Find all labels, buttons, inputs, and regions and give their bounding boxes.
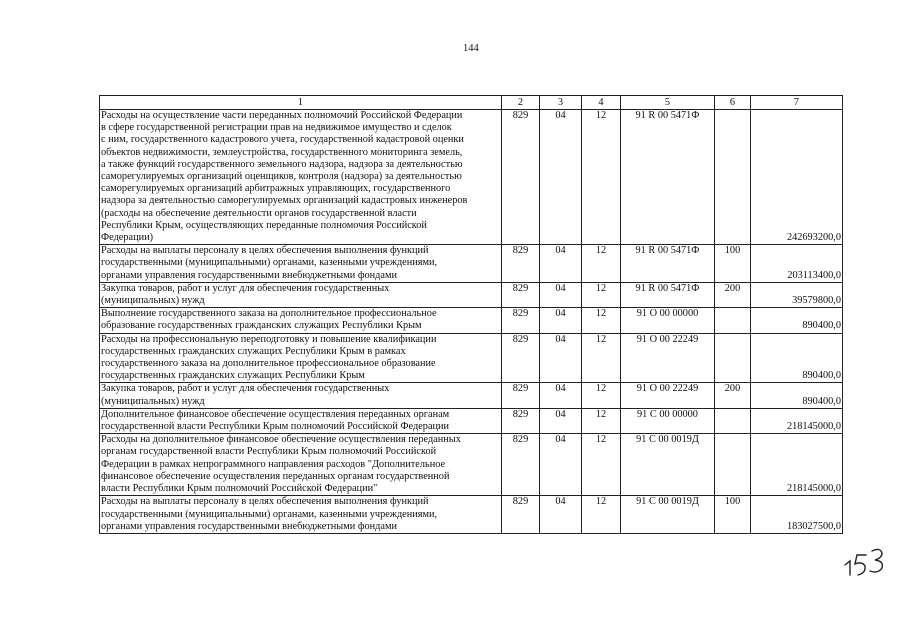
row-description: Расходы на дополнительное финансовое обеспечение осуществления переданных органам государственной власти Республики Крым полномочий Российской Федерации в рамках непрограммного направления расходов "Дополнительное финансовое обеспечение осуществления переданных органам государственной власти Республики Крым полномочий Российской Федерации" [100, 434, 502, 496]
row-description: Дополнительное финансовое обеспечение осуществления переданных органам государственной власти Республики Крым полномочий Российской Федерации [100, 408, 502, 433]
cell-ministry-code: 829 [502, 496, 540, 534]
cell-target-article-code: 91 С 00 0019Д [621, 434, 715, 496]
cell-target-article-code: 91 С 00 00000 [621, 408, 715, 433]
cell-expense-type-code [715, 333, 751, 383]
cell-ministry-code: 829 [502, 408, 540, 433]
cell-subsection-code: 12 [582, 383, 621, 408]
cell-amount: 890400,0 [751, 308, 843, 333]
cell-subsection-code: 12 [582, 245, 621, 283]
table-row [100, 408, 843, 433]
cell-section-code: 04 [540, 408, 582, 433]
table-header-row [100, 96, 843, 110]
cell-expense-type-code: 100 [715, 496, 751, 534]
cell-section-code: 04 [540, 496, 582, 534]
cell-amount: 203113400,0 [751, 245, 843, 283]
cell-subsection-code: 12 [582, 282, 621, 307]
cell-amount: 242693200,0 [751, 110, 843, 245]
cell-ministry-code: 829 [502, 383, 540, 408]
cell-section-code: 04 [540, 308, 582, 333]
row-description: Расходы на выплаты персоналу в целях обеспечения выполнения функций государственными (муниципальными) органами, казенными учреждениями, органами управления государственными внебюджетными фондами [100, 496, 502, 534]
cell-target-article-code: 91 О 00 22249 [621, 333, 715, 383]
cell-expense-type-code: 100 [715, 245, 751, 283]
row-description: Закупка товаров, работ и услуг для обеспечения государственных (муниципальных) нужд [100, 282, 502, 307]
column-header: 3 [540, 96, 582, 110]
cell-section-code: 04 [540, 333, 582, 383]
cell-target-article-code: 91 R 00 5471Ф [621, 245, 715, 283]
cell-section-code: 04 [540, 383, 582, 408]
cell-expense-type-code: 200 [715, 282, 751, 307]
cell-expense-type-code [715, 110, 751, 245]
cell-target-article-code: 91 О 00 22249 [621, 383, 715, 408]
cell-amount: 183027500,0 [751, 496, 843, 534]
cell-subsection-code: 12 [582, 110, 621, 245]
row-description: Расходы на осуществление части переданных полномочий Российской Федерации в сфере государственной регистрации прав на недвижимое имущество и сделок с ним, государственного кадастрового учета, государственной кадастровой оценки объектов недвижимости, землеустройства, государственного мониторинга земель, а также функций государственного земельного надзора, надзора за деятельностью саморегулируемых организаций оценщиков, контроля (надзора) за деятельностью саморегулируемых организаций арбитражных управляющих, государственного надзора за деятельностью саморегулируемых организаций кадастровых инженеров (расходы на обеспечение деятельности органов государственной власти Республики Крым, осуществляющих переданные полномочия Российской Федерации) [100, 110, 502, 245]
cell-ministry-code: 829 [502, 110, 540, 245]
cell-expense-type-code [715, 434, 751, 496]
table-row [100, 434, 843, 496]
table-row [100, 383, 843, 408]
cell-amount: 218145000,0 [751, 434, 843, 496]
table-row [100, 110, 843, 245]
table-row [100, 496, 843, 534]
row-description: Расходы на выплаты персоналу в целях обеспечения выполнения функций государственными (муниципальными) органами, казенными учреждениями, органами управления государственными внебюджетными фондами [100, 245, 502, 283]
table-row [100, 282, 843, 307]
cell-target-article-code: 91 С 00 0019Д [621, 496, 715, 534]
cell-subsection-code: 12 [582, 333, 621, 383]
cell-amount: 890400,0 [751, 333, 843, 383]
cell-target-article-code: 91 R 00 5471Ф [621, 110, 715, 245]
cell-ministry-code: 829 [502, 333, 540, 383]
column-header: 5 [621, 96, 715, 110]
cell-ministry-code: 829 [502, 308, 540, 333]
cell-target-article-code: 91 О 00 00000 [621, 308, 715, 333]
table-row [100, 333, 843, 383]
cell-subsection-code: 12 [582, 496, 621, 534]
cell-amount: 218145000,0 [751, 408, 843, 433]
row-description: Закупка товаров, работ и услуг для обеспечения государственных (муниципальных) нужд [100, 383, 502, 408]
cell-expense-type-code [715, 408, 751, 433]
cell-expense-type-code [715, 308, 751, 333]
cell-section-code: 04 [540, 434, 582, 496]
column-header: 4 [582, 96, 621, 110]
cell-ministry-code: 829 [502, 282, 540, 307]
cell-subsection-code: 12 [582, 308, 621, 333]
cell-amount: 39579800,0 [751, 282, 843, 307]
cell-subsection-code: 12 [582, 434, 621, 496]
column-header: 7 [751, 96, 843, 110]
table-row [100, 245, 843, 283]
cell-amount: 890400,0 [751, 383, 843, 408]
column-header: 1 [100, 96, 502, 110]
column-header: 2 [502, 96, 540, 110]
row-description: Выполнение государственного заказа на дополнительное профессиональное образование государственных гражданских служащих Республики Крым [100, 308, 502, 333]
table-row [100, 308, 843, 333]
cell-subsection-code: 12 [582, 408, 621, 433]
handwritten-page-number [842, 543, 886, 577]
cell-expense-type-code: 200 [715, 383, 751, 408]
budget-table [99, 95, 843, 534]
cell-section-code: 04 [540, 282, 582, 307]
row-description: Расходы на профессиональную переподготовку и повышение квалификации государственных гражданских служащих Республики Крым в рамках государственного заказа на дополнительное профессиональное образование государственных гражданских служащих Республики Крым [100, 333, 502, 383]
cell-section-code: 04 [540, 245, 582, 283]
page-number: 144 [463, 43, 479, 54]
cell-ministry-code: 829 [502, 245, 540, 283]
cell-target-article-code: 91 R 00 5471Ф [621, 282, 715, 307]
cell-section-code: 04 [540, 110, 582, 245]
cell-ministry-code: 829 [502, 434, 540, 496]
column-header: 6 [715, 96, 751, 110]
